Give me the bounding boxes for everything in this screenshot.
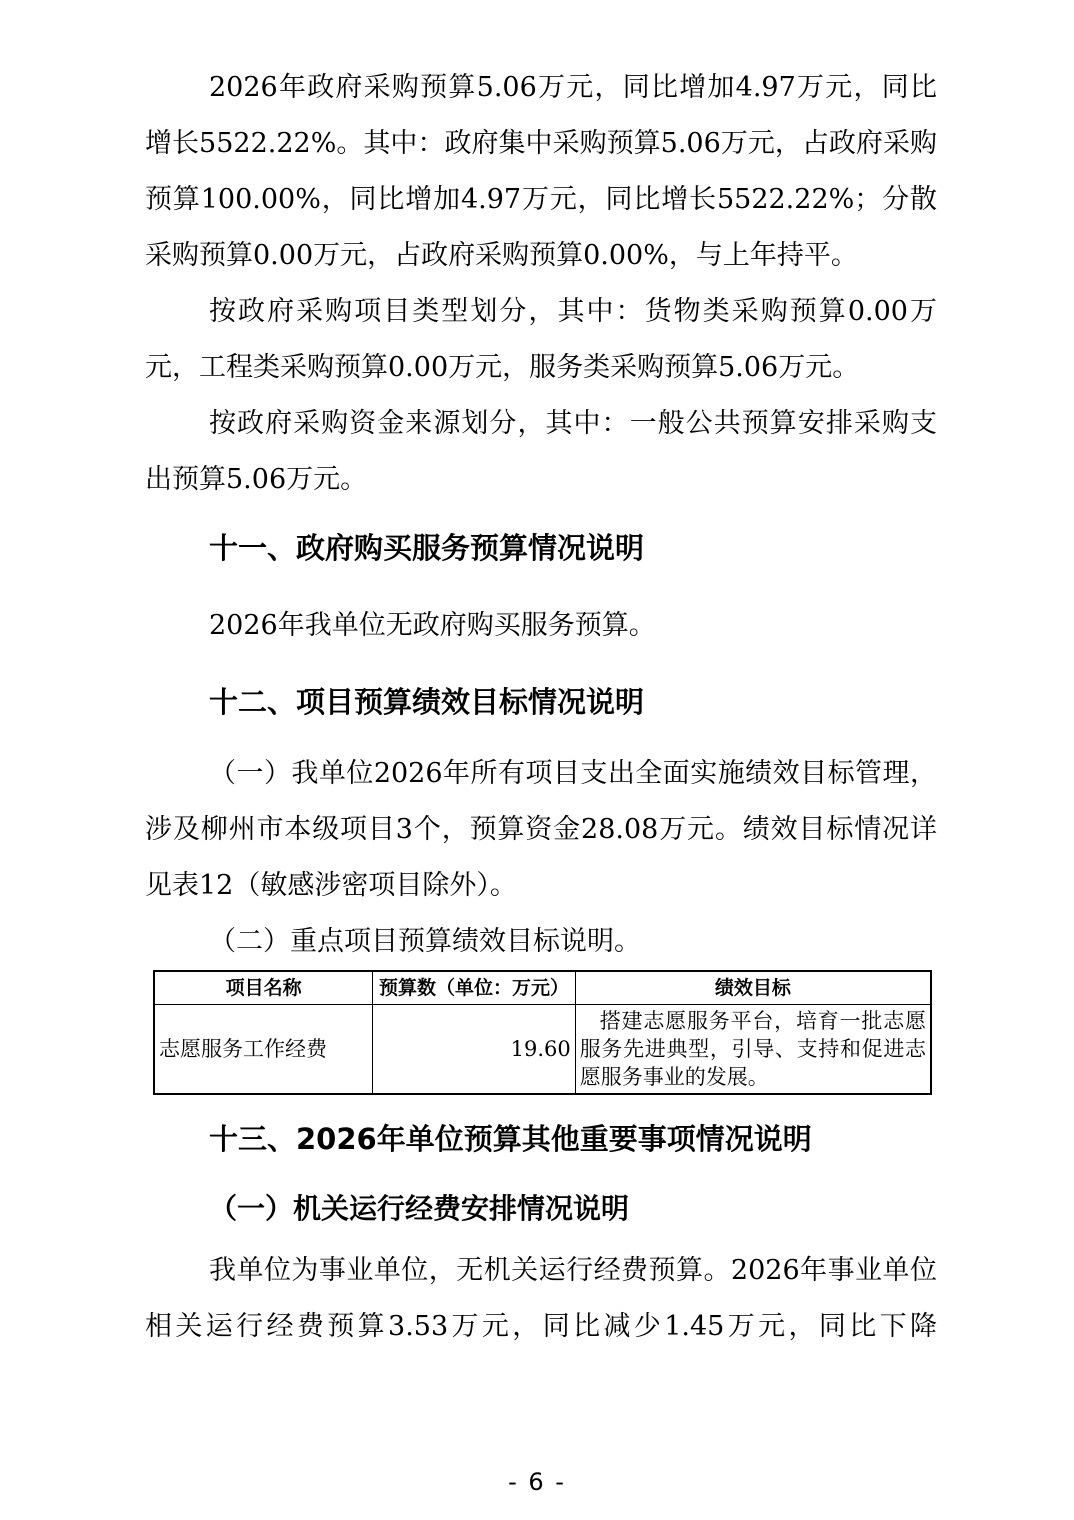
table-header-project-name: 项目名称	[154, 971, 373, 1005]
section-11-heading: 十一、政府购买服务预算情况说明	[209, 531, 645, 565]
section-12-paragraph-1: （一）我单位2026年所有项目支出全面实施绩效目标管理，涉及柳州市本级项目3个，预算资金28.08万元。绩效目标情况详见表12（敏感涉密项目除外）。	[145, 758, 937, 901]
section-12-paragraph-2: （二）重点项目预算绩效目标说明。	[209, 926, 641, 957]
document-body	[145, 60, 937, 1355]
page-number: - 6 -	[508, 1468, 566, 1496]
section-11-paragraph: 2026年我单位无政府购买服务预算。	[209, 610, 656, 641]
performance-target-table	[153, 970, 932, 1095]
section-13-heading: 十三、2026年单位预算其他重要事项情况说明	[209, 1122, 812, 1156]
table-header-budget-amount: 预算数（单位：万元）	[373, 971, 576, 1005]
table-cell-project-name: 志愿服务工作经费	[154, 1005, 373, 1095]
table-cell-performance-target: 搭建志愿服务平台，培育一批志愿服务先进典型，引导、支持和促进志愿服务事业的发展。	[575, 1005, 931, 1095]
table-header-row	[154, 971, 931, 1005]
section-13-paragraph-1: 我单位为事业单位，无机关运行经费预算。2026年事业单位相关运行经费预算3.53万元，同比减少1.45万元，同比下降	[145, 1255, 937, 1342]
procurement-paragraph-1: 2026年政府采购预算5.06万元，同比增加4.97万元，同比增长5522.22%。其中：政府集中采购预算5.06万元，占政府采购预算100.00%，同比增加4.97万元，同比增长5522.22%；分散采购预算0.00万元，占政府采购预算0.00%，与上年持平。	[145, 72, 937, 271]
section-13-sub-heading-1: （一）机关运行经费安排情况说明	[209, 1192, 630, 1225]
procurement-paragraph-3: 按政府采购资金来源划分，其中：一般公共预算安排采购支出预算5.06万元。	[145, 408, 937, 495]
table-cell-budget-amount: 19.60	[373, 1005, 576, 1095]
section-12-heading: 十二、项目预算绩效目标情况说明	[209, 685, 645, 719]
table-row	[154, 1005, 931, 1095]
procurement-paragraph-2: 按政府采购项目类型划分，其中：货物类采购预算0.00万元，工程类采购预算0.00万元，服务类采购预算5.06万元。	[145, 296, 937, 383]
table-header-performance-target: 绩效目标	[575, 971, 931, 1005]
